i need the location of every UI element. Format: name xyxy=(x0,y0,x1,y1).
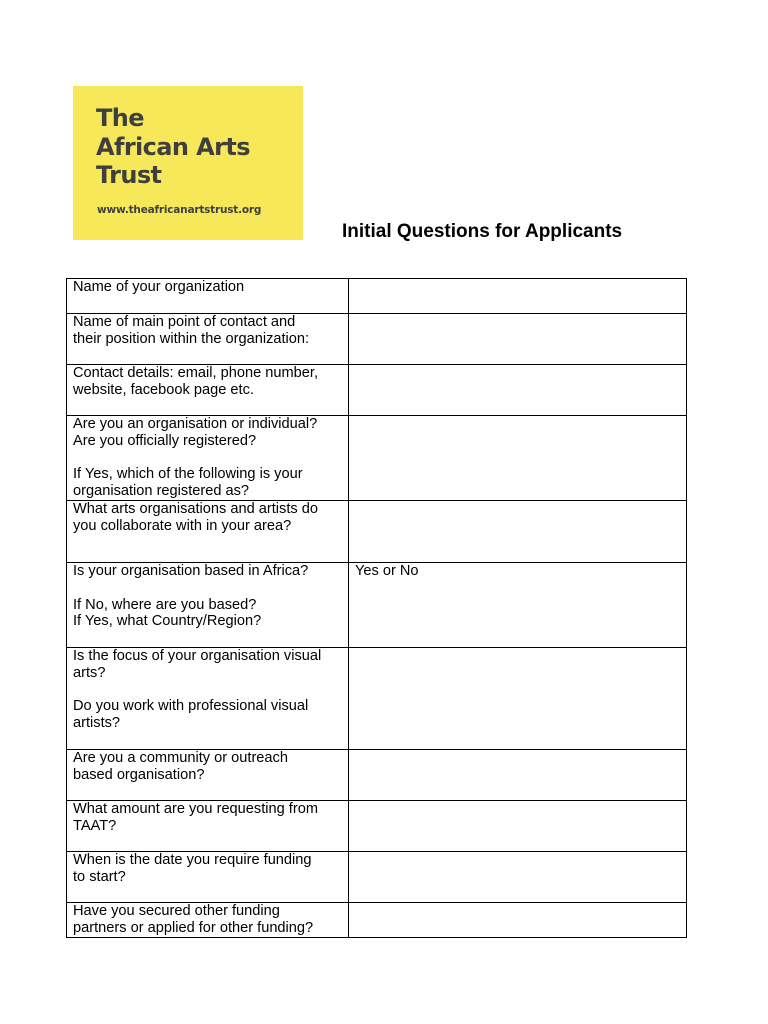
answer-cell[interactable] xyxy=(349,852,687,903)
question-cell: Are you a community or outreach based organisation? xyxy=(67,750,349,801)
table-row xyxy=(67,750,687,801)
table-row xyxy=(67,563,687,648)
answer-cell[interactable] xyxy=(349,750,687,801)
question-cell: Is the focus of your organisation visual arts? Do you work with professional visual artists? xyxy=(67,648,349,750)
table-row xyxy=(67,416,687,501)
question-cell: Name of your organization xyxy=(67,279,349,314)
answer-cell[interactable] xyxy=(349,648,687,750)
question-cell: When is the date you require funding to start? xyxy=(67,852,349,903)
question-cell: What amount are you requesting from TAAT? xyxy=(67,801,349,852)
question-cell: Are you an organisation or individual? Are you officially registered? If Yes, which of the following is your organisation registered as? xyxy=(67,416,349,501)
questions-table xyxy=(66,278,687,938)
question-cell: Name of main point of contact and their position within the organization: xyxy=(67,314,349,365)
document-title: Initial Questions for Applicants xyxy=(342,221,623,242)
question-cell: Is your organisation based in Africa? If No, where are you based? If Yes, what Country/Region? xyxy=(67,563,349,648)
answer-cell[interactable] xyxy=(349,279,687,314)
answer-cell[interactable] xyxy=(349,801,687,852)
table-row xyxy=(67,365,687,416)
question-cell: Contact details: email, phone number, website, facebook page etc. xyxy=(67,365,349,416)
question-cell: What arts organisations and artists do you collaborate with in your area? xyxy=(67,501,349,563)
question-cell: Have you secured other funding partners or applied for other funding? xyxy=(67,903,349,938)
table-row xyxy=(67,903,687,938)
logo xyxy=(73,86,303,240)
answer-cell[interactable]: Yes or No xyxy=(349,563,687,648)
answer-cell[interactable] xyxy=(349,314,687,365)
table-row xyxy=(67,648,687,750)
answer-cell[interactable] xyxy=(349,903,687,938)
answer-cell[interactable] xyxy=(349,501,687,563)
table-row xyxy=(67,801,687,852)
table-row xyxy=(67,501,687,563)
table-row xyxy=(67,852,687,903)
answer-cell[interactable] xyxy=(349,365,687,416)
table-row xyxy=(67,279,687,314)
table-row xyxy=(67,314,687,365)
logo-title: The African Arts Trust xyxy=(96,104,250,189)
answer-cell[interactable] xyxy=(349,416,687,501)
logo-url: www.theafricanartstrust.org xyxy=(97,204,262,216)
